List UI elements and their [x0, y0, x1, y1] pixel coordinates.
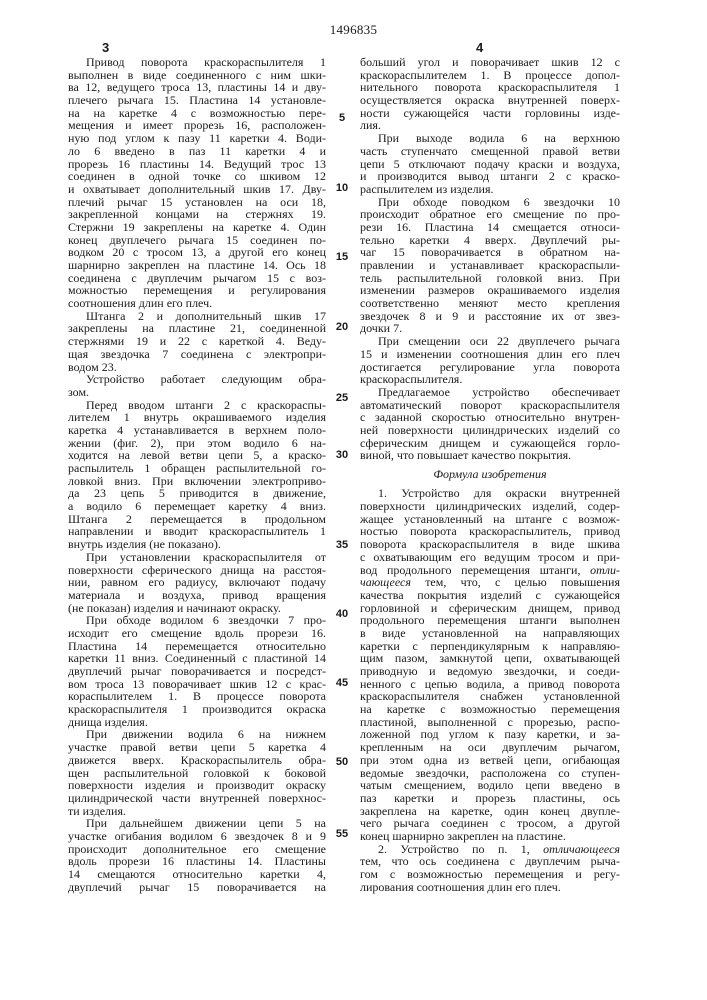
text-line: дочки 7. — [360, 322, 620, 335]
text-line: качества покрытия изделий с сужающейся — [360, 589, 620, 602]
text-line: ходится на левой ветви цепи 5, а краско- — [68, 449, 326, 462]
text-line: и производится вывод штанги 2 с краско- — [360, 170, 620, 183]
text-line: и охватывает дополнительный шкив 17. Дву- — [68, 183, 326, 196]
text-line: на каретке с возможностью перемещения — [360, 703, 620, 716]
line-number: 40 — [333, 608, 351, 620]
text-line: нии, равном его радиусу, включают подачу — [68, 576, 326, 589]
text-line: нительного поворота краскораспылителя 1 — [360, 81, 620, 94]
line-number: 25 — [333, 392, 351, 404]
paragraph — [68, 399, 326, 551]
text-line: материала и воздуха, привод вращения — [68, 589, 326, 602]
text-line: краскораспылителя 1 производится окраска — [68, 703, 326, 716]
line-number: 15 — [333, 251, 351, 263]
right-text-column — [360, 56, 620, 893]
patent-number: 1496835 — [0, 22, 707, 38]
text-line: участке огибания водилом 6 звездочек 8 и 9 — [68, 830, 326, 843]
text-line: При выходе водила 6 на верхнюю — [360, 132, 620, 145]
line-number: 45 — [333, 677, 351, 689]
text-line: мещения и имеет прорезь 16, расположен- — [68, 119, 326, 132]
text-line: тель распылительной головкой вниз. При — [360, 272, 620, 285]
text-line: плечий рычаг 15 установлен на оси 18, — [68, 196, 326, 209]
left-text-column — [68, 56, 326, 893]
text-line: соотношения длин его плеч. — [68, 297, 326, 310]
text-line: каретки с перпендикулярным к направляю- — [360, 640, 620, 653]
text-line: а водило 6 перемещает каретку 4 вниз. — [68, 500, 326, 513]
text-line: чаг 15 поворачивается в обратном на- — [360, 246, 620, 259]
text-line: достигается регулирование угла поворота — [360, 361, 620, 374]
text-line: лия. — [360, 119, 620, 132]
paragraph — [360, 843, 620, 894]
text-line: гом с возможностью перемещения и регу- — [360, 868, 620, 881]
line-number: 50 — [333, 756, 351, 768]
text-line: с заданной скоростью относительно внутрен- — [360, 411, 620, 424]
line-number: 20 — [333, 321, 351, 333]
italic-term: отличающееся — [543, 842, 620, 856]
text-line: При движении водила 6 на нижнем — [68, 728, 326, 741]
text-line: краскораспылителем 1. В процессе допол- — [360, 69, 620, 82]
text-line: краскораспылителя снабжен установленной — [360, 690, 620, 703]
text-line: внутрь изделия (не показано). — [68, 538, 326, 551]
text-line: При смещении оси 22 двуплечего рычага — [360, 335, 620, 348]
text-line: стержнями 19 и 22 с кареткой 4. Веду- — [68, 335, 326, 348]
text-line: щая звездочка 7 соединена с электропри- — [68, 348, 326, 361]
text-line: больший угол и поворачивает шкив 12 с — [360, 56, 620, 69]
text-line: часть ступенчато смещенной правой ветви — [360, 145, 620, 158]
text-line: соответственно меняют место крепления — [360, 297, 620, 310]
text-line: рези 16. Пластина 14 смещается относи- — [360, 221, 620, 234]
paragraph — [360, 196, 620, 336]
text-line: сферическим днищем и сужающейся горло- — [360, 437, 620, 450]
text-line: ную под углом к пазу 11 каретки 4. Води- — [68, 132, 326, 145]
text-line: осуществляется окраска внутренней поверх- — [360, 94, 620, 107]
paragraph — [360, 335, 620, 386]
text-line: поворота краскораспылителя в виде шкива — [360, 538, 620, 551]
text-line: Штанга 2 перемещается в продольном — [68, 513, 326, 526]
text-line: поверхности сферического днища на расстоя- — [68, 564, 326, 577]
text-segment: тем, что, с целью повышения — [411, 575, 620, 589]
text-line: водом 23. — [68, 361, 326, 374]
text-line: закрепленной концами на стержнях 19. — [68, 208, 326, 221]
text-line: ности сужающейся части горловины изде- — [360, 107, 620, 120]
italic-term: отли- — [590, 563, 620, 577]
text-line: крепленным на оси двуплечим рычагом, — [360, 741, 620, 754]
paragraph — [360, 56, 620, 132]
text-line: зом. — [68, 386, 326, 399]
line-number: 5 — [333, 112, 351, 124]
text-line: каретки 11 вниз. Соединенный с пластиной 14 — [68, 652, 326, 665]
text-line: тельно каретки 4 вверх. Двуплечий ры- — [360, 234, 620, 247]
text-line: движется вверх. Краскораспылитель обра- — [68, 754, 326, 767]
text-line: происходит дополнительное его смещение — [68, 843, 326, 856]
text-line — [360, 576, 620, 589]
text-line: двуплечий рычаг 15 поворачивается на — [68, 881, 326, 894]
text-line: закреплены на пластине 21, соединенной — [68, 322, 326, 335]
text-line: щен распылительной головкой к боковой — [68, 767, 326, 780]
text-line: Стержни 19 закреплены на каретке 4. Один — [68, 221, 326, 234]
text-line: 1. Устройство для окраски внутренней — [360, 487, 620, 500]
text-line: паз каретки и прорезь пластины, ось — [360, 792, 620, 805]
text-line: При обходе поводком 6 звездочки 10 — [360, 196, 620, 209]
text-line: ловкой вниз. При включении электроприво- — [68, 475, 326, 488]
text-line: распылителем из изделия. — [360, 183, 620, 196]
text-line: происходит обратное его смещение по про- — [360, 208, 620, 221]
text-segment: 2. Устройство по п. 1, — [378, 842, 543, 856]
text-line: горловиной и сферическим днищем, привод — [360, 602, 620, 615]
text-line: виной, что повышает качество покрытия. — [360, 449, 620, 462]
text-line: При дальнейшем движении цепи 5 на — [68, 817, 326, 830]
text-line: поверхности изделия и производит окраску — [68, 779, 326, 792]
text-line: Устройство работает следующим обра- — [68, 373, 326, 386]
text-line: Перед вводом штанги 2 с краскораспы- — [68, 399, 326, 412]
text-line: соединен в одной точке со шкивом 12 — [68, 170, 326, 183]
text-line: можностью перемещения и регулирования — [68, 284, 326, 297]
text-line: при этом одна из ветвей цепи, огибающая — [360, 754, 620, 767]
text-line: с охватывающим его ведущим тросом и при- — [360, 551, 620, 564]
paragraph — [68, 614, 326, 728]
text-segment: вод продольного перемещения штанги, — [360, 563, 590, 577]
text-line: автоматический поворот краскораспылителя — [360, 399, 620, 412]
text-line: ложенной под углом к пазу каретки, и за- — [360, 728, 620, 741]
text-line: изменении размеров окрашиваемого изделия — [360, 284, 620, 297]
text-line: продольного перемещения штанги выполнен — [360, 614, 620, 627]
text-line: жении (фиг. 2), при этом водило 6 на- — [68, 437, 326, 450]
text-line: конец шарнирно закреплен на пластине. — [360, 830, 620, 843]
text-line: щим пазом, замкнутой цепи, охватывающей — [360, 652, 620, 665]
text-line: лителем 1 внутрь окрашиваемого изделия — [68, 411, 326, 424]
text-line: кораспылителем 1. В процессе поворота — [68, 690, 326, 703]
text-line: участке правой ветви цепи 5 каретка 4 — [68, 741, 326, 754]
text-line: чего рычага соединен с тросом, а другой — [360, 817, 620, 830]
text-line: на на каретке 4 с возможностью пере- — [68, 107, 326, 120]
text-line: шарнирно закреплен на пластине 14. Ось 18 — [68, 259, 326, 272]
text-line: цилиндрической части внутренней поверхнос- — [68, 792, 326, 805]
text-line: 15 и изменении соотношения длин его плеч — [360, 348, 620, 361]
text-line: исходит его смещение вдоль прорези 16. — [68, 627, 326, 640]
text-line: Пластина 14 перемещается относительно — [68, 640, 326, 653]
text-line: При установлении краскораспылителя от — [68, 551, 326, 564]
text-line: каретка 4 устанавливается в верхнем поло- — [68, 424, 326, 437]
line-number: 55 — [333, 828, 351, 840]
text-line: вом троса 13 поворачивает шкив 12 с крас- — [68, 678, 326, 691]
text-line: ти изделия. — [68, 805, 326, 818]
text-line: ней поверхности цилиндрических изделий со — [360, 424, 620, 437]
paragraph — [68, 817, 326, 893]
text-line: Привод поворота краскораспылителя 1 — [68, 56, 326, 69]
line-number: 35 — [333, 539, 351, 551]
paragraph — [68, 56, 326, 310]
text-line: звездочек 8 и 9 и расстояние их от звез- — [360, 310, 620, 323]
text-line: тем, что ось соединена с двуплечим рыча- — [360, 855, 620, 868]
text-line: цепи 5 отключают подачу краски и воздуха, — [360, 158, 620, 171]
text-line: днища изделия. — [68, 716, 326, 729]
text-line: вдоль прорези 16 пластины 14. Пластины — [68, 855, 326, 868]
paragraph — [68, 310, 326, 373]
text-line: распылитель 1 обращен распылительной го- — [68, 462, 326, 475]
paragraph — [360, 132, 620, 195]
text-line: выполнен в виде соединенного с ним шки- — [68, 69, 326, 82]
text-line: Штанга 2 и дополнительный шкив 17 — [68, 310, 326, 323]
text-line: приводную и ведомую звездочки, и соеди- — [360, 665, 620, 678]
text-line: прорезь 16 пластины 14. Ведущий трос 13 — [68, 158, 326, 171]
text-line: ведомые звездочки, расположена со ступен- — [360, 767, 620, 780]
page-number-right: 4 — [476, 40, 483, 55]
text-line: ностью поворота краскораспылитель, привод — [360, 525, 620, 538]
text-line: 14 смещаются относительно каретки 4, — [68, 868, 326, 881]
text-line: лирования соотношения длин его плеч. — [360, 881, 620, 894]
text-line: соединена с двуплечим рычагом 15 с воз- — [68, 272, 326, 285]
text-line: закреплена на каретке, один конец двупле- — [360, 805, 620, 818]
text-line: поверхности цилиндрических изделий, содер- — [360, 500, 620, 513]
text-line: ва 12, ведущего троса 13, пластины 14 и дву- — [68, 81, 326, 94]
text-line: плечего рычага 15. Пластина 14 установле- — [68, 94, 326, 107]
paragraph — [68, 728, 326, 817]
page-number-left: 3 — [102, 40, 109, 55]
paragraph — [360, 487, 620, 842]
claims-heading: Формула изобретения — [360, 462, 620, 487]
text-line: Предлагаемое устройство обеспечивает — [360, 386, 620, 399]
paragraph — [68, 551, 326, 614]
text-line: двуплечий рычаг поворачивается и посредст- — [68, 665, 326, 678]
text-line: чатым смещением, водило цепи введено в — [360, 779, 620, 792]
text-line: в виде установленной на направляющих — [360, 627, 620, 640]
text-line: ненного с цепью водила, а привод поворота — [360, 678, 620, 691]
text-line: да 23 цепь 5 приводится в движение, — [68, 487, 326, 500]
text-line: краскораспылителя. — [360, 373, 620, 386]
text-line: правлении и устанавливает краскораспыли- — [360, 259, 620, 272]
text-line: направлении и вводит краскораспылитель 1 — [68, 525, 326, 538]
text-line: При обходе водилом 6 звездочки 7 про- — [68, 614, 326, 627]
italic-term: чающееся — [360, 575, 411, 589]
text-line: жащее установленный на штанге с возмож- — [360, 513, 620, 526]
paragraph — [360, 386, 620, 462]
text-line: ло 6 введено в паз 11 каретки 4 и — [68, 145, 326, 158]
line-number: 30 — [333, 449, 351, 461]
text-line: конец двуплечего рычага 15 соединен по- — [68, 234, 326, 247]
line-number: 10 — [333, 182, 351, 194]
text-line: водком 20 с тросом 13, а другой его конец — [68, 246, 326, 259]
paragraph — [68, 373, 326, 398]
text-line: (не показан) изделия и начинают окраску. — [68, 602, 326, 615]
text-line: пластиной, выполненной с прорезью, распо- — [360, 716, 620, 729]
